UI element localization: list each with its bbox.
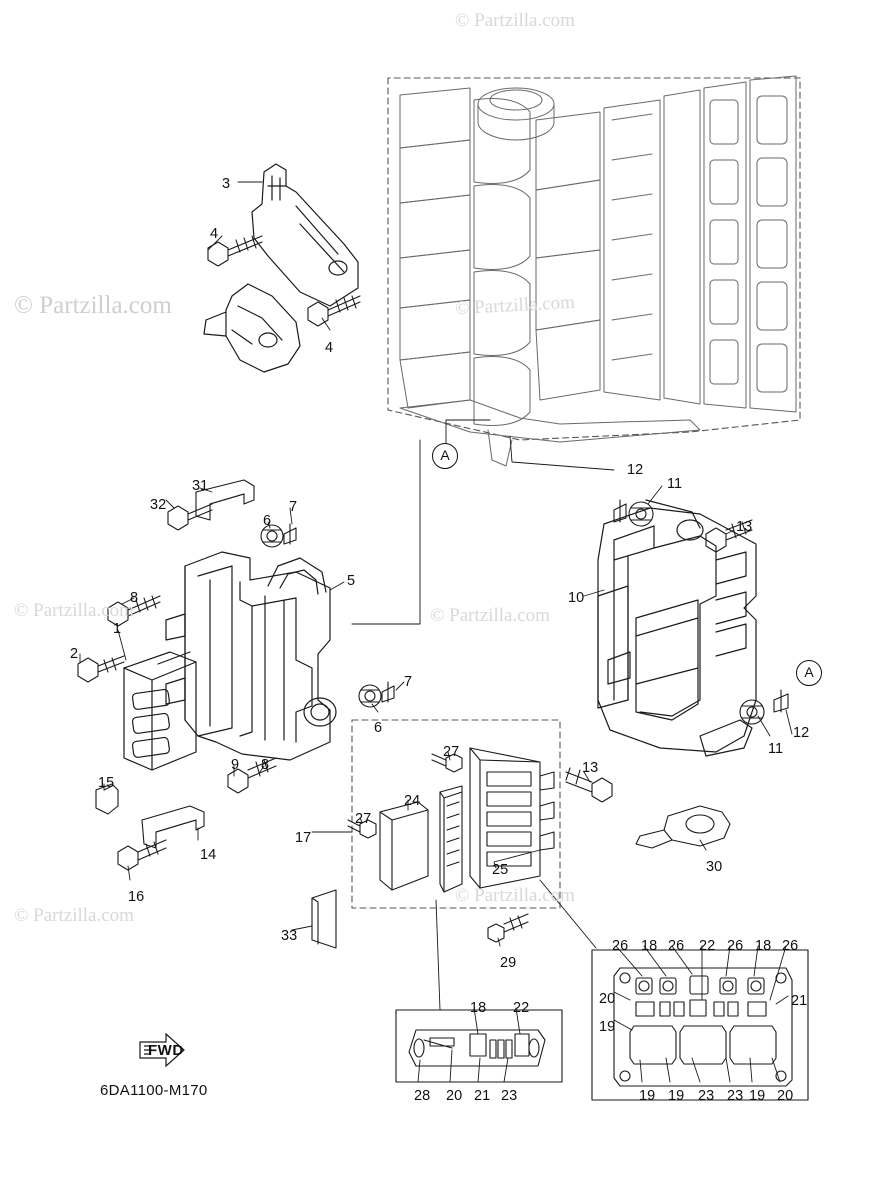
watermark: © Partzilla.com — [455, 885, 575, 906]
callout-number: 11 — [667, 476, 683, 492]
callout-number: 1 — [113, 621, 122, 637]
callout-number: 20 — [777, 1088, 794, 1104]
callout-number: 28 — [414, 1088, 431, 1104]
callout-number: 3 — [222, 176, 231, 192]
callout-number: 11 — [768, 741, 784, 757]
callout-number: 26 — [727, 938, 744, 954]
watermark: © Partzilla.com — [430, 605, 550, 626]
callout-number: 16 — [128, 889, 145, 905]
callout-number: 24 — [404, 793, 421, 809]
callout-number: 8 — [261, 757, 270, 773]
callout-number: 29 — [500, 955, 517, 971]
callout-number: 25 — [492, 862, 509, 878]
callout-number: 23 — [727, 1088, 744, 1104]
callout-number: 21 — [791, 993, 808, 1009]
callout-number: 13 — [582, 760, 599, 776]
callout-number: 22 — [699, 938, 716, 954]
callout-number: 23 — [501, 1088, 518, 1104]
reference-marker-a: A — [796, 660, 822, 686]
callout-number: 19 — [668, 1088, 685, 1104]
watermark: © Partzilla.com — [14, 905, 134, 926]
callout-number: 15 — [98, 775, 115, 791]
callout-number: 26 — [782, 938, 799, 954]
callout-number: 19 — [639, 1088, 656, 1104]
callout-number: 18 — [470, 1000, 487, 1016]
callout-number: 32 — [150, 497, 167, 513]
callout-number: 12 — [793, 725, 810, 741]
callout-number: 20 — [599, 991, 616, 1007]
callout-number: 13 — [736, 519, 753, 535]
callout-number: 30 — [706, 859, 723, 875]
callout-number: 23 — [698, 1088, 715, 1104]
watermark: © Partzilla.com — [14, 292, 172, 319]
callout-number: 19 — [599, 1019, 616, 1035]
callout-number: 8 — [130, 590, 139, 606]
callout-number: 18 — [755, 938, 772, 954]
watermark: © Partzilla.com — [454, 291, 576, 320]
callout-number: 9 — [231, 757, 240, 773]
callout-number: 22 — [513, 1000, 530, 1016]
fwd-label: FWD — [148, 1042, 184, 1059]
callout-number: 6 — [374, 720, 383, 736]
watermark: © Partzilla.com — [455, 10, 575, 31]
callout-number: 20 — [446, 1088, 463, 1104]
callout-number: 21 — [474, 1088, 491, 1104]
callout-number: 12 — [627, 462, 644, 478]
callout-number: 17 — [295, 830, 312, 846]
callout-number: 7 — [289, 499, 298, 515]
callout-number: 10 — [568, 590, 585, 606]
callout-number: 26 — [612, 938, 629, 954]
callout-number: 5 — [347, 573, 356, 589]
callout-number: 27 — [443, 744, 460, 760]
reference-marker-a: A — [432, 443, 458, 469]
diagram-part-code: 6DA1100-M170 — [100, 1082, 208, 1099]
callout-number: 33 — [281, 928, 298, 944]
watermark: © Partzilla.com — [14, 600, 134, 621]
callout-number: 19 — [749, 1088, 766, 1104]
callout-number: 4 — [325, 340, 334, 356]
callout-number: 27 — [355, 811, 372, 827]
callout-number: 2 — [70, 646, 79, 662]
callout-number: 14 — [200, 847, 217, 863]
callout-number: 18 — [641, 938, 658, 954]
callout-number: 7 — [404, 674, 413, 690]
callout-number: 26 — [668, 938, 685, 954]
callout-number: 31 — [192, 478, 209, 494]
callout-number: 6 — [263, 513, 272, 529]
callout-number: 4 — [210, 226, 219, 242]
